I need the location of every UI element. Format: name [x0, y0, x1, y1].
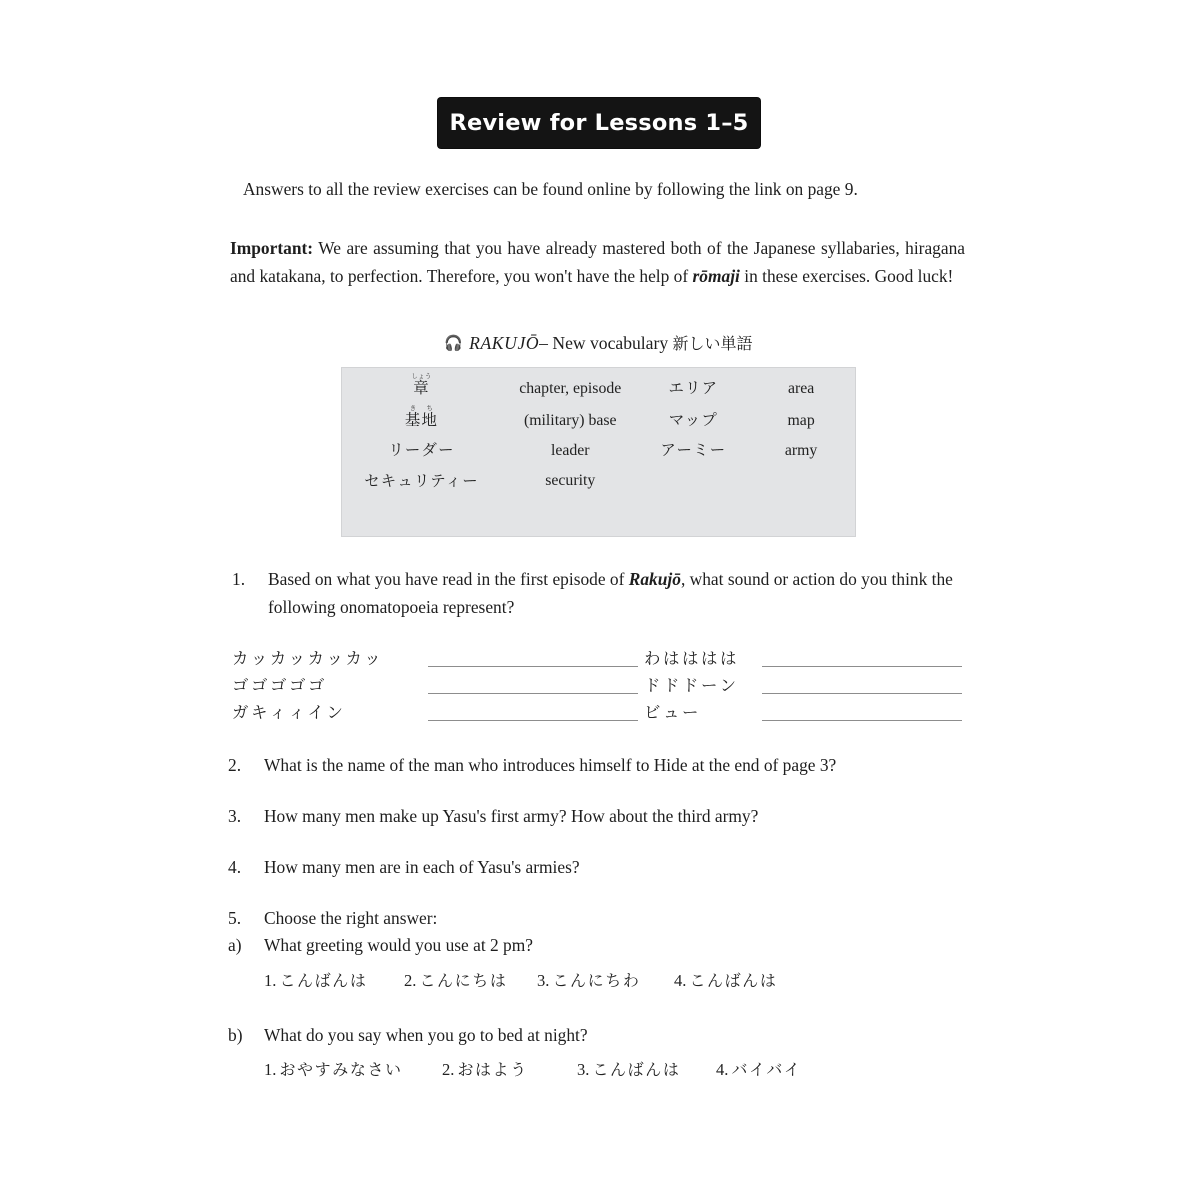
- onomatopoeia-word: わはははは: [644, 648, 739, 668]
- choice-b-1[interactable]: 1. おやすみなさい: [264, 1060, 403, 1079]
- onomatopoeia-left-cell: [232, 702, 644, 723]
- onomatopoeia-left-cell: [232, 648, 644, 669]
- question-3: [228, 803, 964, 831]
- question-5-text: Choose the right answer:: [264, 908, 438, 928]
- important-body-part-2: in these exercises. Good luck!: [739, 266, 954, 287]
- vocabulary-heading: [341, 331, 856, 354]
- important-body-part-1: We are assuming that you have already mastered both of the Japanese syllabaries, hiragana and katakana, to perfection. Therefore, you won't have the help of: [230, 238, 965, 287]
- table-row: [342, 372, 855, 404]
- onomatopoeia-right-cell: [644, 702, 968, 723]
- question-4: [228, 854, 964, 882]
- answer-blank-line[interactable]: [762, 665, 962, 667]
- question-4-number: 4.: [228, 857, 242, 877]
- onomatopoeia-left-cell: [232, 675, 644, 696]
- question-4-text: How many men are in each of Yasu's armies?: [264, 857, 580, 877]
- subquestion-b-text: What do you say when you go to bed at night?: [264, 1025, 588, 1045]
- question-1: [232, 566, 968, 622]
- question-1-text: [268, 566, 968, 622]
- question-1-text-before: Based on what you have read in the first episode of: [268, 569, 629, 589]
- question-1-text-after: , what sound or action do you think the following onomatopoeia represent?: [268, 569, 953, 617]
- question-5: [228, 905, 964, 933]
- onomatopoeia-right-cell: [644, 648, 968, 669]
- question-3-text: How many men make up Yasu's first army? How about the third army?: [264, 806, 759, 826]
- subquestion-a: [228, 932, 964, 960]
- subquestion-a-text: What greeting would you use at 2 pm?: [264, 935, 534, 955]
- vocab-en-term-3: (military) base: [523, 411, 617, 429]
- vocab-jp-term-4: マップ: [668, 410, 718, 429]
- vocab-en-term-2: area: [787, 379, 815, 397]
- intro-note: Answers to all the review exercises can be found online by following the link on page 9.: [243, 179, 858, 199]
- choice-b-4[interactable]: 4. バイバイ: [716, 1060, 802, 1079]
- vocab-en-term-6: army: [784, 441, 818, 459]
- answer-blank-line[interactable]: [762, 692, 962, 694]
- choice-b-2[interactable]: 2. おはよう: [442, 1060, 528, 1079]
- onomatopoeia-answer-grid: [232, 642, 968, 723]
- answer-blank-line[interactable]: [762, 719, 962, 721]
- choice-a-1[interactable]: 1. こんばんは: [264, 971, 368, 990]
- question-1-emphasis: Rakujō: [628, 569, 681, 589]
- onomatopoeia-row: [232, 642, 968, 669]
- romaji-emphasis: rōmaji: [692, 266, 740, 287]
- vocab-jp-term-7: セキュリティー: [364, 471, 479, 490]
- question-2-text: What is the name of the man who introduces himself to Hide at the end of page 3?: [264, 755, 837, 775]
- answer-blank-line[interactable]: [428, 719, 638, 721]
- vocab-jp-term-6: アーミー: [660, 441, 727, 460]
- important-label: Important:: [230, 238, 314, 258]
- question-2-number: 2.: [228, 755, 242, 775]
- question-1-number: 1.: [232, 569, 246, 589]
- onomatopoeia-word: カッカッカッカッ: [232, 648, 384, 668]
- onomatopoeia-right-cell: [644, 675, 968, 696]
- onomatopoeia-word: ガキィィイン: [232, 702, 346, 722]
- choice-a-4[interactable]: 4. こんばんは: [674, 971, 778, 990]
- onomatopoeia-word: ドドドーン: [644, 675, 739, 695]
- choices-a: [264, 968, 964, 991]
- answer-blank-line[interactable]: [428, 665, 638, 667]
- choice-a-3[interactable]: 3. こんにちわ: [537, 971, 641, 990]
- vocab-en-term-7: security: [545, 472, 596, 490]
- vocabulary-heading-title: RAKUJŌ: [469, 333, 540, 353]
- page-title: Review for Lessons 1–5: [449, 110, 749, 136]
- subquestion-b: [228, 1022, 964, 1050]
- vocab-jp-term-2: エリア: [668, 379, 719, 397]
- onomatopoeia-row: [232, 696, 968, 723]
- answer-blank-line[interactable]: [428, 692, 638, 694]
- question-3-number: 3.: [228, 806, 242, 826]
- vocab-en-term-1: chapter, episode: [519, 379, 622, 397]
- table-row: [342, 404, 855, 436]
- onomatopoeia-word: ゴゴゴゴゴ: [232, 675, 327, 695]
- subquestion-a-label: a): [228, 935, 242, 955]
- question-2: [228, 752, 964, 780]
- table-row: [342, 466, 855, 496]
- table-row: [342, 436, 855, 466]
- vocab-jp-term-5: リーダー: [388, 441, 455, 460]
- choice-a-2[interactable]: 2. こんにちは: [404, 971, 508, 990]
- important-paragraph: [230, 234, 965, 290]
- page-title-banner: [438, 98, 760, 148]
- vocab-jp-term-3: 基地きち: [404, 403, 439, 429]
- vocabulary-table-box: [341, 367, 856, 537]
- choices-b: [264, 1057, 964, 1080]
- headphones-icon: 🎧: [444, 334, 464, 352]
- choice-b-3[interactable]: 3. こんばんは: [577, 1060, 681, 1079]
- vocabulary-heading-subtitle-jp: 新しい単語: [672, 334, 753, 353]
- onomatopoeia-row: [232, 669, 968, 696]
- subquestion-b-label: b): [228, 1025, 243, 1045]
- vocab-en-term-5: leader: [550, 441, 590, 459]
- vocab-jp-term-8: [640, 466, 748, 496]
- vocabulary-heading-subtitle: – New vocabulary: [539, 333, 673, 353]
- question-5-number: 5.: [228, 908, 242, 928]
- vocabulary-table: [342, 372, 855, 497]
- vocab-en-term-8: [747, 466, 855, 496]
- vocab-jp-term-1: 章しょう: [411, 372, 432, 397]
- onomatopoeia-word: ビュー: [644, 702, 701, 722]
- vocab-en-term-4: map: [787, 411, 815, 429]
